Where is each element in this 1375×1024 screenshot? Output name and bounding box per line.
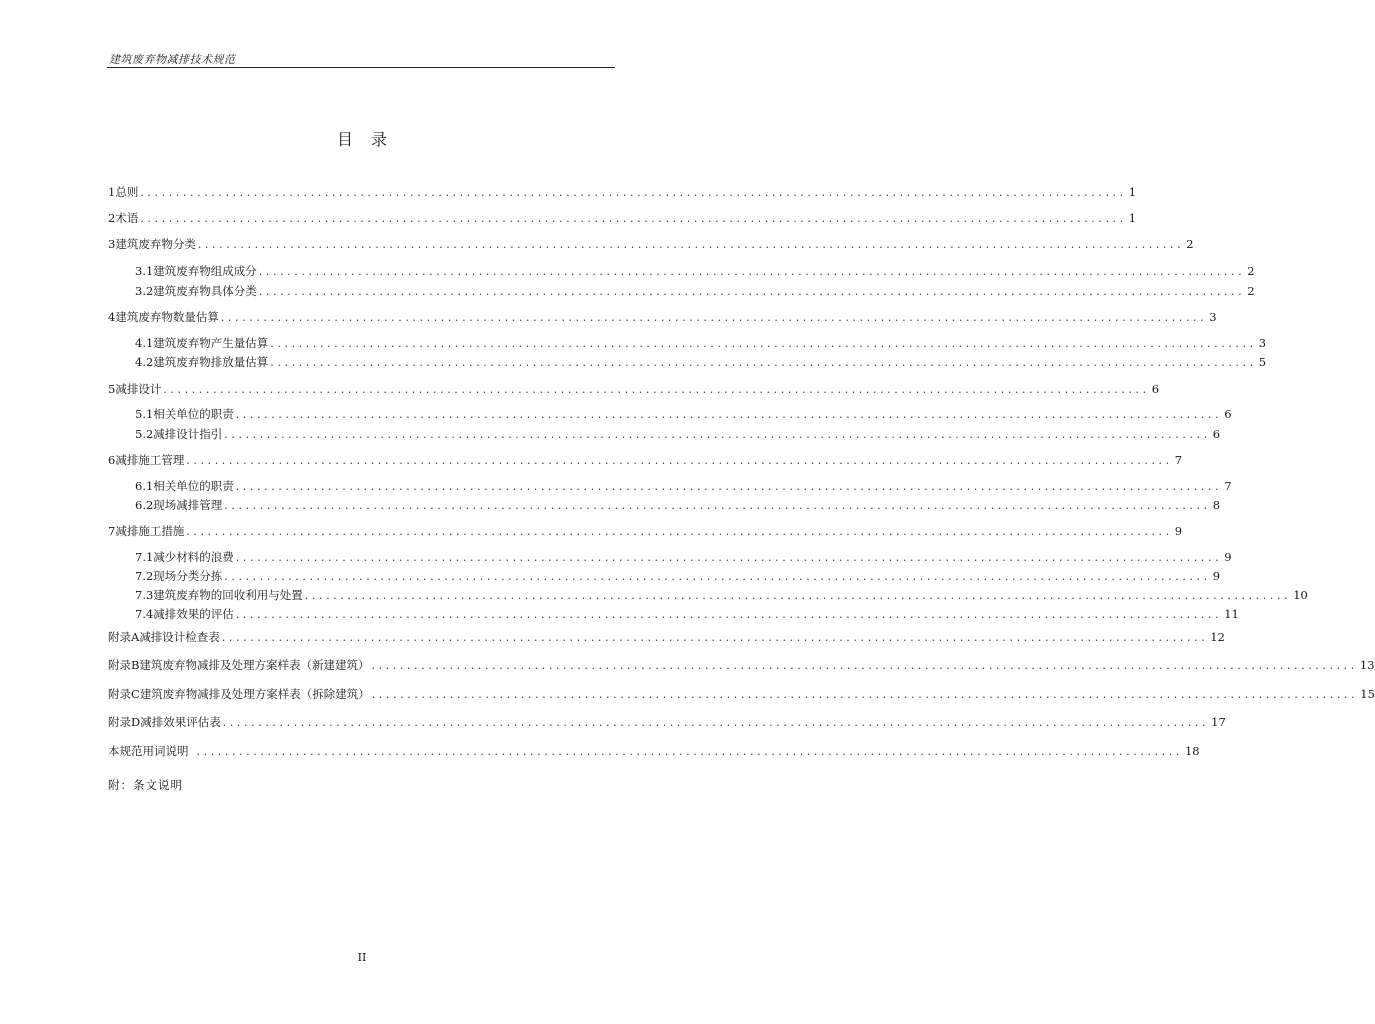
toc-entry-page: 8 — [1212, 498, 1221, 512]
toc-entry-label: 减排施工措施 — [115, 524, 185, 538]
toc-entry-number: 4 — [108, 310, 116, 324]
toc-entry[interactable] — [108, 523, 1183, 539]
toc-leader-dots: ........................................................................................................................................... — [258, 285, 1246, 298]
toc-entry-label: 建筑废弃物具体分类 — [153, 284, 257, 298]
toc-leader-dots: ........................................................................................................................................... — [140, 186, 1127, 199]
toc-leader-dots: ........................................................................................................................................... — [304, 589, 1292, 602]
toc-entry-number: 4.2 — [135, 355, 154, 369]
toc-entry-number: 1 — [108, 185, 116, 199]
toc-entry-label: 本规范用词说明 — [108, 744, 189, 758]
toc-entry-label: 减少材料的浪费 — [153, 550, 234, 564]
toc-leader-dots: ........................................................................................................................................... — [235, 608, 1223, 621]
toc-entry-label: 现场减排管理 — [153, 498, 223, 512]
toc-entry-label: 现场分类分拣 — [153, 569, 223, 583]
toc-entry-page: 3 — [1258, 336, 1267, 350]
toc-leader-dots: ........................................................................................................................................... — [258, 265, 1246, 278]
toc-leader-dots: ........................................................................................................................................... — [235, 480, 1223, 493]
toc-entry-number: 7.1 — [135, 550, 154, 564]
toc-entry-number: 附录B — [108, 658, 140, 672]
toc-entry-number: 2 — [108, 211, 116, 225]
toc-entry-label: 减排设计检查表 — [139, 630, 220, 644]
toc-entry-page: 6 — [1224, 407, 1232, 421]
toc-leader-dots: ........................................................................................................................................... — [220, 311, 1208, 324]
toc-entry-label: 建筑废弃物排放量估算 — [153, 355, 269, 369]
toc-leader-dots: ........................................................................................................................................... — [140, 212, 1127, 225]
toc-entry[interactable] — [135, 426, 1221, 442]
toc-entry-page: 10 — [1293, 588, 1308, 602]
toc-entry-page: 1 — [1128, 211, 1137, 225]
toc-entry-page: 11 — [1224, 607, 1239, 621]
toc-entry-page: 9 — [1224, 550, 1232, 564]
toc-entry-number: 5.1 — [135, 407, 154, 421]
toc-entry-number: 6.2 — [135, 498, 154, 512]
toc-entry[interactable] — [108, 184, 1137, 200]
toc-entry-page: 15 — [1360, 687, 1375, 701]
toc-entry[interactable] — [135, 549, 1232, 565]
toc-entry-page: 2 — [1247, 264, 1255, 278]
toc-entry-number: 6.1 — [135, 479, 154, 493]
toc-entry-page: 18 — [1184, 744, 1200, 758]
toc-entry[interactable] — [135, 335, 1267, 351]
toc-entry[interactable] — [108, 714, 1226, 730]
toc-entry-label: 建筑废弃物的回收利用与处置 — [153, 588, 303, 602]
toc-entry[interactable] — [135, 354, 1267, 370]
toc-entry-label: 建筑废弃物组成成分 — [153, 264, 257, 278]
toc-leader-dots: ........................................................................................................................................... — [224, 499, 1211, 512]
toc-entry[interactable] — [135, 606, 1239, 622]
toc-entry-page: 6 — [1151, 382, 1160, 396]
toc-entry-label: 相关单位的职责 — [153, 479, 234, 493]
toc-entry-number: 5.2 — [135, 427, 154, 441]
toc-entry-label: 减排效果评估表 — [140, 715, 221, 729]
toc-entry-label: 建筑废弃物减排及处理方案样表（新建建筑） — [139, 658, 370, 672]
toc-entry-number: 6 — [108, 453, 116, 467]
toc-entry-label: 总则 — [115, 185, 139, 199]
toc-entry-page: 9 — [1212, 569, 1221, 583]
toc-leader-dots: ........................................................................................................................................... — [186, 525, 1173, 538]
toc-entry-label: 术语 — [115, 211, 139, 225]
toc-entry[interactable] — [135, 283, 1255, 299]
toc-leader-dots: ........................................................................................................................................... — [197, 238, 1185, 251]
toc-entry-label: 建筑废弃物产生量估算 — [153, 336, 269, 350]
running-header-title: 建筑废弃物减排技术规范 — [109, 53, 236, 66]
toc-entry[interactable] — [135, 587, 1308, 603]
appendix-note[interactable]: 附：条文说明 — [108, 778, 183, 792]
toc-leader-dots: ........................................................................................................................................... — [235, 551, 1223, 564]
toc-entry[interactable] — [135, 568, 1221, 584]
toc-entry-number: 5 — [108, 382, 116, 396]
toc-entry-number: 7 — [108, 524, 116, 538]
page-number: II — [357, 951, 367, 964]
toc-entry-number: 附录D — [108, 715, 141, 729]
toc-entry[interactable] — [135, 497, 1221, 513]
toc-leader-dots: ........................................................................................................................................... — [163, 383, 1150, 396]
toc-entry-page: 12 — [1210, 630, 1225, 644]
toc-entry-label: 建筑废弃物数量估算 — [115, 310, 219, 324]
toc-entry-label: 减排设计指引 — [153, 427, 223, 441]
toc-entry-page: 13 — [1359, 658, 1375, 672]
toc-entry[interactable] — [135, 478, 1232, 494]
toc-entry[interactable] — [108, 657, 1375, 673]
toc-leader-dots: ........................................................................................................................................... — [221, 631, 1209, 644]
toc-entry-number: 4.1 — [135, 336, 154, 350]
toc-entry-page: 7 — [1174, 453, 1183, 467]
toc-entry-number: 附录A — [108, 630, 140, 644]
toc-entry-number: 7.3 — [135, 588, 154, 602]
toc-entry[interactable] — [108, 236, 1194, 252]
toc-entry-label: 建筑废弃物减排及处理方案样表（拆除建筑） — [139, 687, 370, 701]
toc-entry[interactable] — [135, 406, 1232, 422]
toc-entry-page: 2 — [1247, 284, 1255, 298]
toc-entry-number: 附录C — [108, 687, 140, 701]
toc-entry[interactable] — [108, 309, 1217, 325]
toc-leader-dots: ........................................................................................................................................... — [270, 337, 1257, 350]
toc-leader-dots: ........................................................................................................................................... — [196, 745, 1183, 758]
toc-entry[interactable] — [108, 381, 1160, 397]
toc-entry-page: 7 — [1224, 479, 1232, 493]
toc-entry-label: 建筑废弃物分类 — [115, 237, 196, 251]
toc-entry-page: 17 — [1211, 715, 1226, 729]
toc-entry[interactable] — [108, 743, 1200, 759]
toc-entry-number: 3 — [108, 237, 116, 251]
toc-leader-dots: ........................................................................................................................................... — [270, 356, 1257, 369]
toc-entry-label: 减排效果的评估 — [153, 607, 234, 621]
toc-entry-page: 6 — [1212, 427, 1221, 441]
toc-entry-page: 3 — [1209, 310, 1217, 324]
toc-entry[interactable] — [108, 210, 1137, 226]
toc-leader-dots: ........................................................................................................................................... — [224, 428, 1211, 441]
toc-leader-dots: ........................................................................................................................................... — [371, 688, 1359, 701]
toc-entry[interactable] — [108, 629, 1225, 645]
toc-entry-number: 3.2 — [135, 284, 154, 298]
toc-entry[interactable] — [135, 263, 1255, 279]
toc-entry-label: 相关单位的职责 — [153, 407, 234, 421]
toc-entry-page: 5 — [1258, 355, 1267, 369]
toc-title: 目录 — [336, 130, 405, 149]
toc-entry-label: 减排施工管理 — [115, 453, 185, 467]
toc-entry-page: 2 — [1186, 237, 1194, 251]
toc-entry[interactable] — [108, 452, 1183, 468]
toc-entry-page: 1 — [1128, 185, 1137, 199]
toc-entry-number: 7.4 — [135, 607, 154, 621]
toc-entry-number: 3.1 — [135, 264, 154, 278]
toc-leader-dots: ........................................................................................................................................... — [222, 716, 1210, 729]
toc-leader-dots: ........................................................................................................................................... — [224, 570, 1211, 583]
toc-entry-label: 减排设计 — [115, 382, 162, 396]
toc-leader-dots: ........................................................................................................................................... — [186, 454, 1173, 467]
toc-entry-number: 7.2 — [135, 569, 154, 583]
toc-leader-dots: ........................................................................................................................................... — [371, 659, 1358, 672]
toc-entry[interactable] — [108, 686, 1375, 702]
toc-entry-page: 9 — [1174, 524, 1183, 538]
toc-leader-dots: ........................................................................................................................................... — [235, 408, 1223, 421]
